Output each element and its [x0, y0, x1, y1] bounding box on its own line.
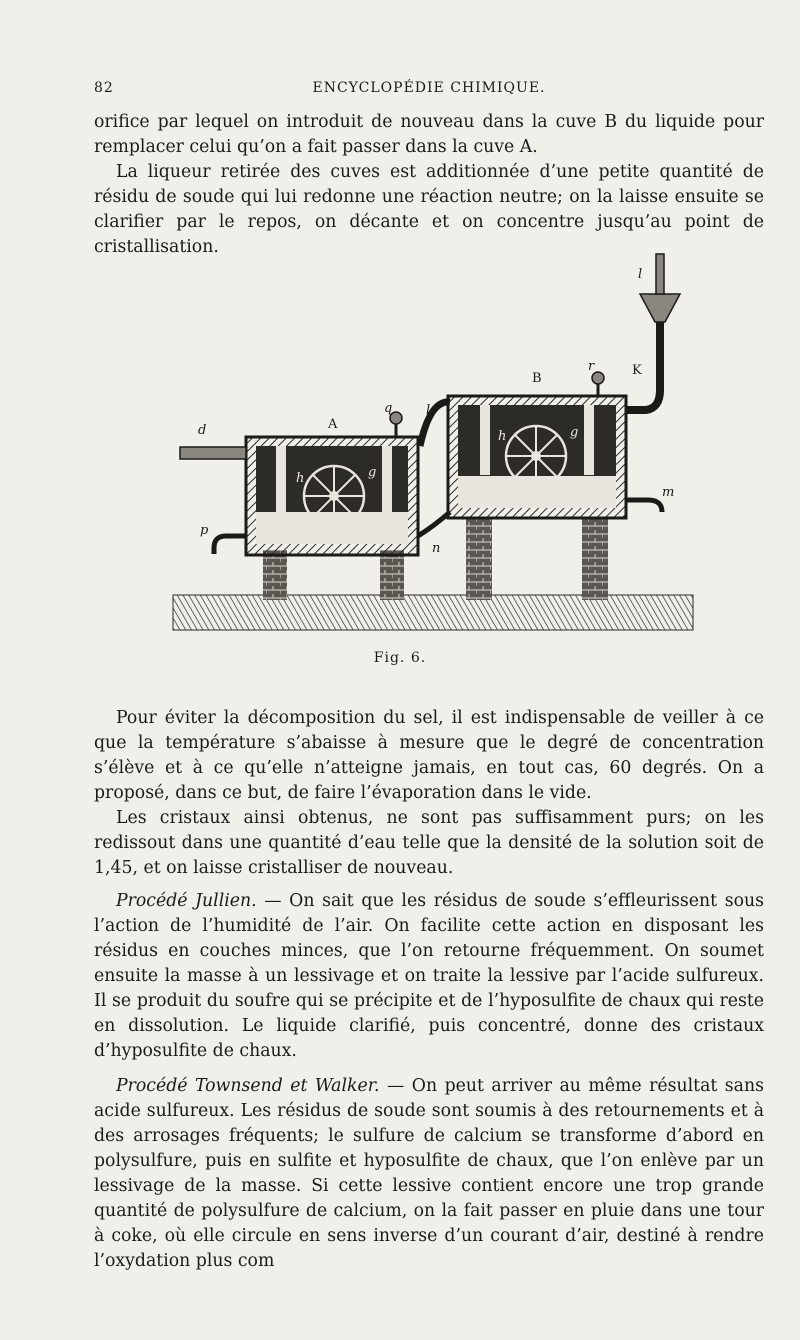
procede-jullien-text: — On sait que les résidus de soude s’effleurissent sous l’action de l’humidité de l’air. On facilite cette action en disposant les résidus en couches minces, que l’on retourne fréquemment. On soumet ensuite la masse à un lessivage et on traite la lessive par l’acide sulfureux. Il se produit du soufre qui se précipite et de l’hyposulfite de chaux qui reste en dissolution. Le liquide clarifié, puis concentré, donne des cristaux d’hyposulfite de chaux.: [94, 891, 764, 1061]
paragraph-liqueur: La liqueur retirée des cuves est additionnée d’une petite quantité de résidu de soude qui lui redonne une réaction neutre; on la laisse ensuite se clarifier par le repos, on décante et on concentre jusqu’au point de cristallisation.: [94, 162, 764, 257]
pillar-2: [380, 550, 404, 600]
valve-r: [592, 372, 604, 396]
procede-jullien-heading: Procédé Jullien.: [116, 891, 257, 911]
label-h1: h: [296, 471, 305, 486]
vat-a: [246, 437, 418, 555]
funnel-pipe-k: [626, 254, 680, 410]
pipe-n: [418, 512, 450, 536]
label-b: B: [532, 371, 542, 386]
label-d: d: [198, 423, 207, 438]
pillar-1: [263, 550, 287, 600]
paragraph-cristaux: Les cristaux ainsi obtenus, ne sont pas suffisamment purs; on les redissout dans une quantité d’eau telle que la densité de la solution soit de 1,45, et on laisse cristalliser de nouveau.: [94, 808, 764, 878]
procede-townsend-text: — On peut arriver au même résultat sans acide sulfureux. Les résidus de soude sont soumis à des retournements et à des arrosages fréquents; le sulfure de calcium se transforme d’abord en polysulfure, puis en sulfite et hyposulfite de chaux, que l’on enlève par un lessivage de la masse. Si cette lessive contient encore une trop grande quantité de polysulfure de calcium, on la fait passer en pluie dans une tour à coke, où elle circule en sens inverse d’un courant d’air, destiné à rendre l’oxydation plus com: [94, 1076, 764, 1271]
top-text: [94, 110, 764, 260]
main-text: [94, 706, 764, 1274]
pillar-4: [582, 518, 608, 600]
paragraph-decomposition: Pour éviter la décomposition du sel, il est indispensable de veiller à ce que la température s’abaisse à mesure que le degré de concentration s’élève et à ce qu’elle n’atteigne jamais, en tout cas, 60 degrés. On a proposé, dans ce but, de faire l’évaporation dans le vide.: [94, 708, 764, 803]
apparatus-figure: [168, 250, 698, 642]
inlet-pipe-d: [180, 447, 246, 459]
figure-caption: Fig. 6.: [373, 650, 427, 666]
tap-p: [214, 536, 246, 554]
label-l-top: l: [638, 267, 643, 282]
label-q: q: [384, 401, 393, 416]
connecting-pipe-l: [420, 402, 450, 446]
label-m: m: [662, 485, 675, 500]
vat-b: [448, 396, 626, 518]
label-r: r: [588, 359, 595, 374]
label-a: A: [328, 417, 338, 432]
page-number: 82: [94, 80, 114, 96]
procede-townsend-heading: Procédé Townsend et Walker.: [116, 1076, 380, 1096]
label-n: n: [432, 541, 441, 556]
paragraph-continued: orifice par lequel on introduit de nouveau dans la cuve B du liquide pour remplacer celui qu’on a fait passer dans la cuve A.: [94, 112, 764, 157]
page-header: [94, 76, 764, 102]
paragraph-townsend: [94, 1074, 764, 1274]
label-l-mid: l: [426, 403, 431, 418]
paragraph-jullien: [94, 889, 764, 1064]
ground-slab: [173, 595, 693, 630]
tap-m: [626, 500, 662, 512]
label-k: K: [632, 363, 642, 378]
label-h2: h: [498, 429, 507, 444]
label-g1: g: [368, 465, 377, 480]
pillar-3: [466, 518, 492, 600]
running-title: ENCYCLOPÉDIE CHIMIQUE.: [312, 80, 546, 96]
label-p: p: [200, 523, 209, 538]
label-g2: g: [570, 425, 579, 440]
